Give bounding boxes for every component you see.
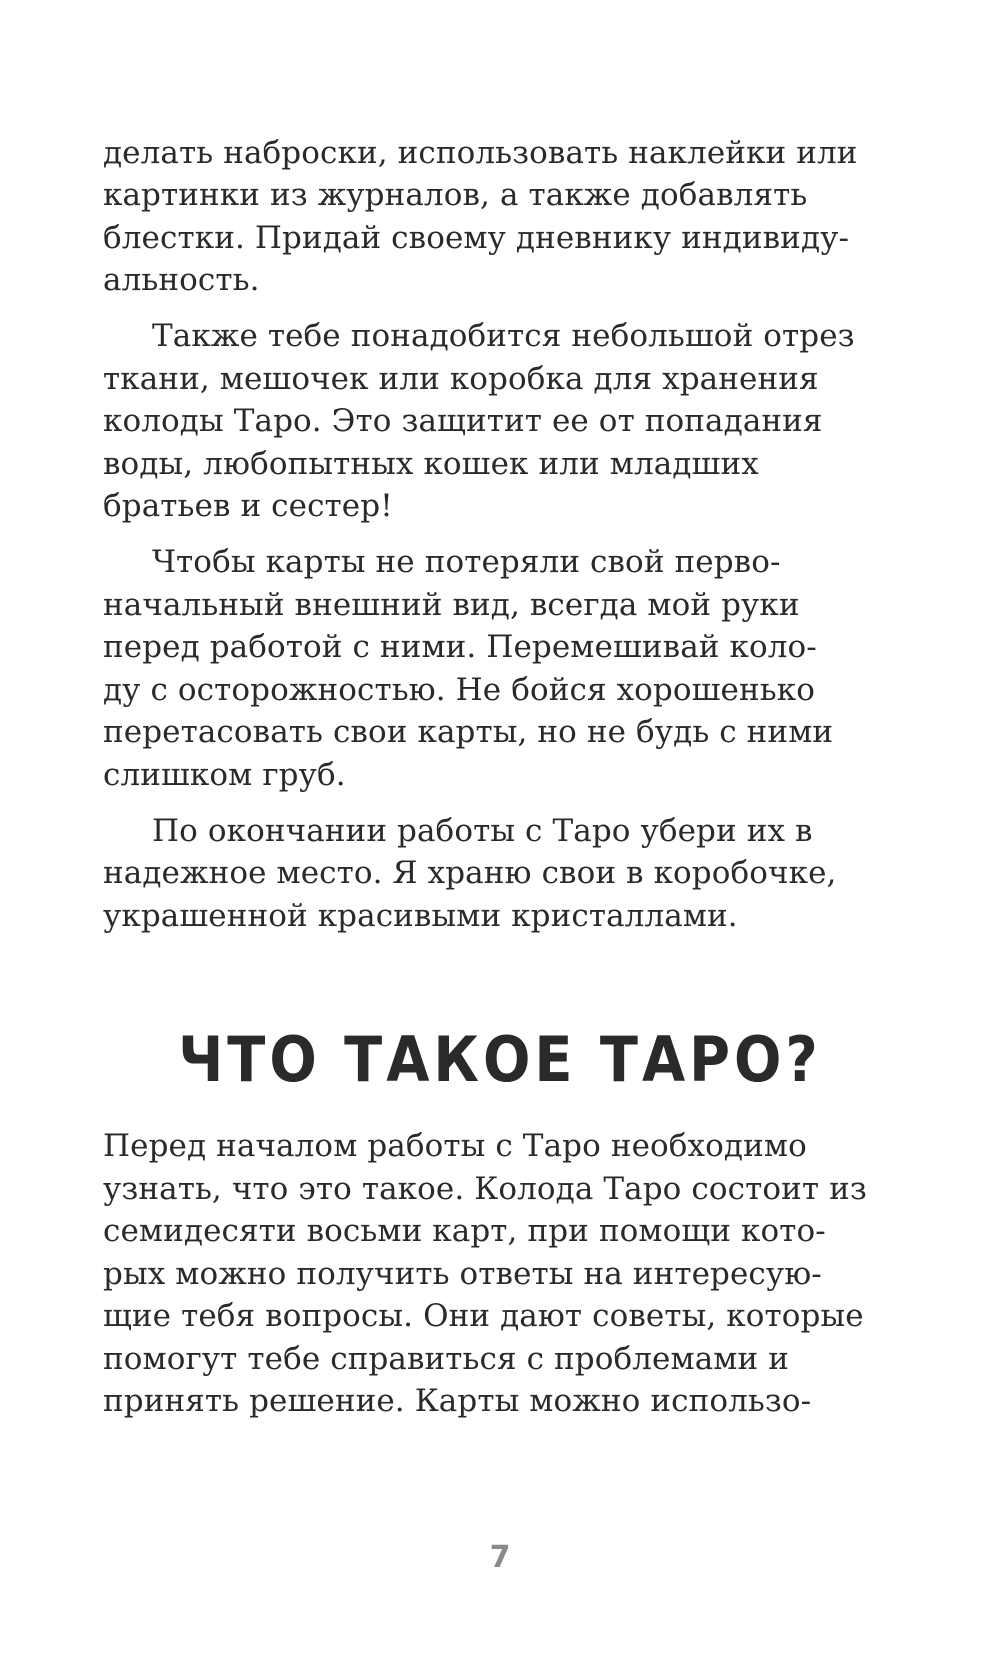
text-line: начальный внешний вид, всегда мой руки	[103, 587, 800, 623]
text-line: По окончании работы с Таро убери их в	[152, 813, 813, 849]
text-line: воды, любопытных кошек или младших	[103, 446, 759, 482]
text-line: колоды Таро. Это защитит ее от попадания	[103, 403, 823, 439]
text-line: Также тебе понадобится небольшой отрез	[152, 318, 855, 354]
text-line: помогут тебе справиться с проблемами и	[103, 1341, 789, 1377]
text-line: слишком груб.	[103, 757, 346, 793]
text-line: перед работой с ними. Перемешивай коло-	[103, 629, 817, 665]
text-line: альность.	[103, 262, 260, 298]
text-line: рых можно получить ответы на интересую-	[103, 1256, 822, 1292]
text-line: ткани, мешочек или коробка для хранения	[103, 361, 819, 397]
text-line: делать наброски, использовать наклейки или	[103, 135, 858, 171]
text-line: принять решение. Карты можно использо-	[103, 1383, 812, 1419]
text-line: Перед началом работы с Таро необходимо	[103, 1128, 807, 1164]
text-line: украшенной красивыми кристаллами.	[103, 898, 738, 934]
text-line: ду с осторожностью. Не бойся хорошенько	[103, 672, 815, 708]
page-number: 7	[489, 1540, 511, 1575]
text-line: надежное место. Я храню свои в коробочке,	[103, 855, 837, 891]
text-line: узнать, что это такое. Колода Таро состоит из	[103, 1171, 867, 1207]
text-line: Чтобы карты не потеряли свой перво-	[152, 544, 781, 580]
text-line: перетасовать свои карты, но не будь с ними	[103, 714, 834, 750]
section-heading: ЧТО ТАКОЕ ТАРО?	[178, 1023, 822, 1096]
text-line: братьев и сестер!	[103, 488, 393, 524]
text-line: щие тебя вопросы. Они дают советы, которые	[103, 1298, 864, 1334]
text-line: блестки. Придай своему дневнику индивиду-	[103, 220, 850, 256]
text-line: семидесяти восьми карт, при помощи кото-	[103, 1213, 826, 1249]
text-line: картинки из журналов, а также добавлять	[103, 177, 808, 213]
